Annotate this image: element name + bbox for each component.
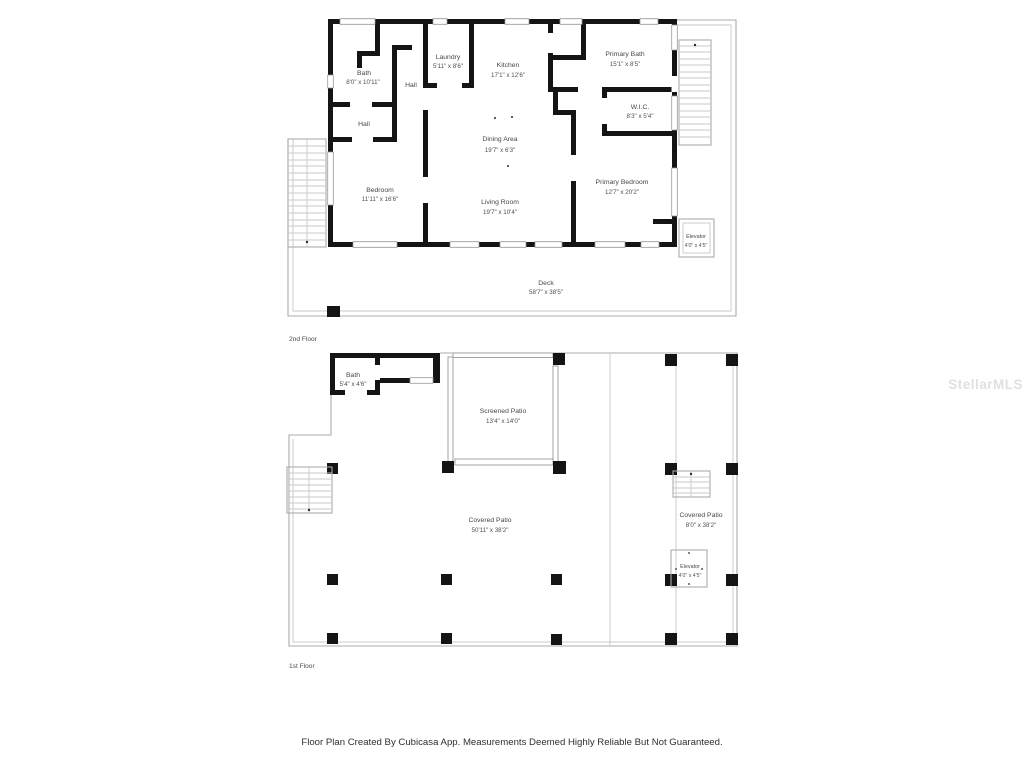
room-dims-screened-patio: 13'4" x 14'0" bbox=[486, 418, 520, 425]
room-dims-laundry: 5'11" x 8'6" bbox=[432, 63, 464, 70]
patio-outline-inner bbox=[293, 357, 733, 642]
door-dot bbox=[511, 116, 513, 118]
room-dims-covered-patio-right: 8'0" x 38'2" bbox=[685, 522, 717, 529]
room-label-living: Living Room bbox=[481, 199, 519, 206]
footer-disclaimer: Floor Plan Created By Cubicasa App. Measurements Deemed Highly Reliable But Not Guaranteed. bbox=[301, 737, 723, 748]
room-label-wic: W.I.C. bbox=[630, 104, 650, 111]
deck-post bbox=[327, 306, 340, 317]
room-label-dining: Dining Area bbox=[482, 136, 518, 143]
room-dims-elevator-1f: 4'0" x 4'5" bbox=[678, 573, 702, 579]
room-label-bedroom: Bedroom bbox=[366, 187, 394, 194]
room-dims-wic: 8'3" x 5'4" bbox=[626, 113, 654, 120]
stellar-mls-watermark: StellarMLS bbox=[948, 377, 1023, 392]
door-opening bbox=[672, 76, 678, 92]
stairs-icon-1f-left bbox=[287, 467, 332, 513]
room-label-elevator-1f: Elevator bbox=[680, 564, 700, 570]
room-label-primary-bath: Primary Bath bbox=[605, 51, 645, 58]
stairs-icon-deck-left bbox=[288, 139, 326, 247]
room-label-primary-bedroom: Primary Bedroom bbox=[595, 179, 649, 186]
room-dims-kitchen: 17'1" x 12'6" bbox=[491, 72, 525, 79]
room-label-covered-patio-right: Covered Patio bbox=[679, 512, 723, 519]
room-label-hall-upper: Hall bbox=[405, 82, 417, 89]
room-labels-1f bbox=[339, 372, 722, 579]
first-floor-plan bbox=[287, 353, 738, 670]
floor-label-1st: 1st Floor bbox=[289, 663, 315, 670]
patio-outline bbox=[289, 353, 737, 646]
room-label-bath-1f: Bath bbox=[346, 372, 360, 379]
door-dot bbox=[507, 165, 509, 167]
room-label-hall-lower: Hall bbox=[358, 121, 370, 128]
room-label-kitchen: Kitchen bbox=[496, 62, 520, 69]
door-dot bbox=[494, 117, 496, 119]
room-label-covered-patio-main: Covered Patio bbox=[468, 517, 512, 524]
room-dims-dining: 19'7" x 6'3" bbox=[484, 147, 516, 154]
room-label-screened-patio: Screened Patio bbox=[479, 408, 527, 415]
room-label-laundry: Laundry bbox=[435, 54, 461, 61]
room-dims-bath-1f: 5'4" x 4'6" bbox=[339, 381, 367, 388]
patio-divider-lines bbox=[610, 353, 676, 646]
window-1f bbox=[410, 378, 433, 384]
room-dims-deck: 58'7" x 38'5" bbox=[529, 289, 563, 296]
room-dims-covered-patio-main: 50'11" x 38'2" bbox=[471, 527, 509, 534]
room-dims-primary-bath: 15'1" x 8'5" bbox=[609, 61, 641, 68]
room-dims-bath-2f: 8'0" x 10'11" bbox=[346, 79, 380, 86]
room-label-deck: Deck bbox=[538, 280, 554, 287]
room-label-elevator-2f: Elevator bbox=[686, 234, 706, 240]
second-floor-plan bbox=[288, 19, 736, 343]
room-label-bath-2f: Bath bbox=[357, 70, 371, 77]
stairs-icon-deck-right bbox=[679, 40, 711, 145]
room-dims-bedroom: 11'11" x 16'6" bbox=[361, 196, 399, 203]
room-dims-primary-bedroom: 12'7" x 20'2" bbox=[605, 189, 639, 196]
floor-label-2nd: 2nd Floor bbox=[289, 336, 317, 343]
room-dims-living: 19'7" x 10'4" bbox=[483, 209, 517, 216]
stairs-icon-1f-right bbox=[673, 471, 710, 497]
room-dims-elevator-2f: 4'0" x 4'5" bbox=[684, 243, 708, 249]
